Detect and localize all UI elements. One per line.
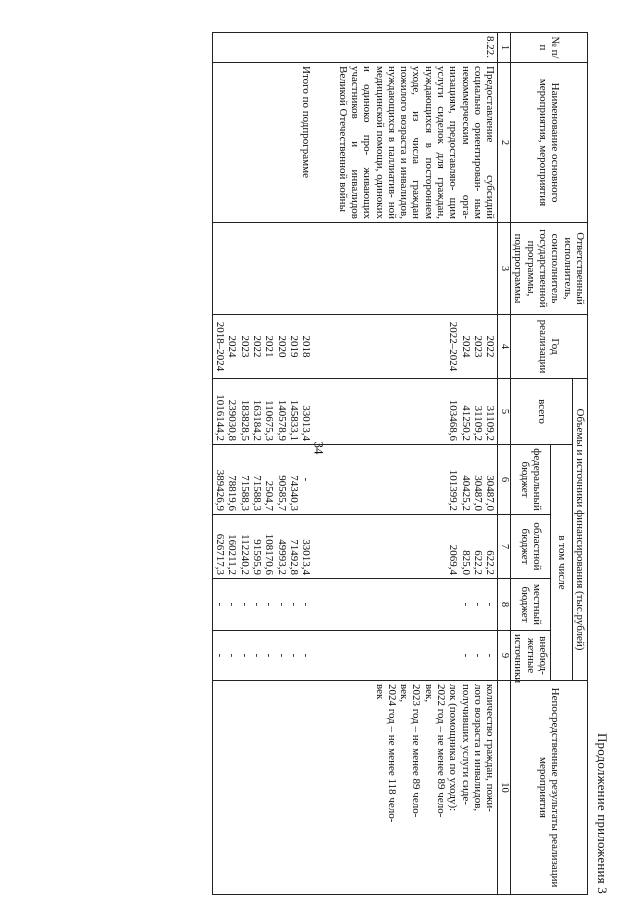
total-value: 183828,5	[238, 399, 251, 441]
subtotal-label-cell	[212, 63, 335, 223]
federal-value: 74340,3	[288, 475, 300, 511]
regional-value: 825,0	[459, 550, 472, 575]
extra-value: -	[238, 653, 251, 658]
federal-value: 71588,3	[238, 475, 251, 511]
regional-value: 2069,4	[447, 544, 460, 575]
subtotal-total	[212, 379, 335, 445]
total-value: 103468,6	[447, 399, 460, 441]
regional-value: 71492,8	[288, 539, 300, 575]
results-line: 2023 год – не менее 89 чело-	[410, 684, 423, 818]
federal-value: 30487,0	[472, 475, 485, 511]
local-value: -	[300, 602, 313, 607]
year-value: 2023	[472, 335, 485, 358]
total-value: 33013,4	[300, 405, 313, 441]
extra-value: -	[214, 653, 227, 658]
measure-local	[335, 579, 498, 631]
column-number: 5	[498, 379, 511, 445]
federal-value: -	[300, 477, 313, 482]
extra-value: -	[288, 653, 300, 658]
total-value: 163184,2	[251, 399, 264, 441]
federal-value: 40425,2	[459, 475, 472, 511]
column-number: 3	[498, 223, 511, 315]
year-value: 2023	[238, 335, 251, 358]
local-value: -	[472, 602, 485, 607]
rotated-table-sheet	[140, 32, 610, 902]
year-value: 2022–2024	[447, 321, 460, 372]
local-value: -	[484, 602, 497, 607]
header-regional: областной бюджет	[511, 515, 551, 579]
federal-value: 389426,9	[214, 469, 227, 511]
results-line: век,	[398, 684, 411, 703]
measure-federal	[335, 445, 498, 515]
results-line: лого возраста и инвалидов,	[472, 684, 485, 812]
federal-value: 90585,7	[275, 475, 288, 511]
year-value: 2024	[226, 335, 239, 358]
federal-value: 78819,6	[226, 475, 239, 511]
header-federal: федеральный бюджет	[511, 445, 551, 515]
header-year: Год реализации	[511, 315, 588, 379]
header-extrabudgetary: внебюд- жетные источники	[511, 631, 551, 681]
year-value: 2018–2024	[214, 321, 227, 372]
total-value: 110675,3	[263, 400, 276, 441]
local-value: -	[459, 602, 472, 607]
total-value: 41250,2	[459, 405, 472, 441]
subtotal-extrabudgetary	[212, 631, 335, 681]
regional-value: 91595,9	[251, 539, 264, 575]
continuation-heading: Продолжение приложения 3	[595, 732, 610, 894]
results-line: лок (помощника по уходу):	[447, 684, 460, 812]
federal-value: 71588,3	[251, 475, 264, 511]
header-name: Наименование основного мероприятия, мероприятия	[511, 63, 588, 223]
measure-name: Предоставление субсидий социально ориентирован- ным некоммерческим орга- низациям, предоставляю- щим услуги сиделок для граждан, нуждающихся в постороннем уходе, из числа граждан пожилого возраста и инвалидов, нуждающихся в паллиатив- ной медицинской помощи, одиноких и одиноко про- живающих участников и инвалидов Великой Отечественной войны	[335, 63, 498, 223]
measure-years	[335, 315, 498, 379]
federal-value: 101399,2	[447, 469, 460, 511]
extra-value: -	[275, 653, 288, 658]
subtotal-results	[212, 681, 335, 895]
year-value: 2020	[275, 335, 288, 358]
results-line: 2022 год – не менее 89 чело-	[435, 684, 448, 818]
total-value: 239030,8	[226, 399, 239, 441]
total-value: 140578,9	[275, 399, 288, 441]
local-value: -	[263, 602, 276, 607]
total-value: 31109,2	[484, 405, 497, 441]
column-number: 8	[498, 579, 511, 631]
subtotal-local	[212, 579, 335, 631]
extra-value: -	[226, 653, 239, 658]
measure-extrabudgetary	[335, 631, 498, 681]
subtotal-row	[212, 33, 335, 895]
subtotal-federal	[212, 445, 335, 515]
header-including: в том числе	[551, 445, 573, 681]
federal-value: 2504,7	[263, 480, 276, 511]
header-total: всего	[511, 379, 573, 445]
results-line: 2024 год – не менее 118 чело-	[385, 684, 398, 823]
header-local: местный бюджет	[511, 579, 551, 631]
measure-regional	[335, 515, 498, 579]
extra-value: -	[472, 653, 485, 658]
header-results: Непосредственные результаты реализации мероприятия	[511, 681, 588, 895]
extra-value: -	[263, 653, 276, 658]
regional-value: 49993,2	[275, 539, 288, 575]
regional-value: 160211,2	[226, 534, 239, 575]
local-value: -	[275, 602, 288, 607]
column-number: 9	[498, 631, 511, 681]
total-value: 145833,1	[288, 399, 300, 441]
results-line: количество граждан, пожи-	[484, 684, 497, 812]
regional-value: 112240,2	[238, 534, 251, 575]
federal-value: 30487,0	[484, 475, 497, 511]
year-value: 2022	[484, 335, 497, 358]
column-number-row	[498, 33, 511, 895]
column-number: 4	[498, 315, 511, 379]
subtotal-regional	[212, 515, 335, 579]
subtotal-years	[212, 315, 335, 379]
measure-responsible	[335, 223, 498, 315]
measure-row	[335, 33, 498, 895]
column-number: 10	[498, 681, 511, 895]
year-value: 2024	[459, 335, 472, 358]
local-value: -	[288, 602, 300, 607]
year-value: 2019	[288, 335, 300, 358]
regional-value: 626717,3	[214, 533, 227, 575]
results-line: век,	[422, 684, 435, 703]
results-line: получивших услуги сиде-	[459, 684, 472, 805]
regional-value: 622,2	[484, 550, 497, 575]
results-line: век	[373, 684, 386, 700]
column-number: 6	[498, 445, 511, 515]
total-value: 1016144,2	[214, 394, 227, 441]
financing-table	[212, 32, 588, 895]
extra-value: -	[251, 653, 264, 658]
total-value: 31109,2	[472, 405, 485, 441]
measure-total	[335, 379, 498, 445]
year-value: 2021	[263, 335, 276, 358]
regional-value: 33013,4	[300, 539, 313, 575]
regional-value: 622,2	[472, 550, 485, 575]
column-number: 7	[498, 515, 511, 579]
column-number: 2	[498, 63, 511, 223]
local-value: -	[251, 602, 264, 607]
header-number: № п/п	[511, 33, 588, 63]
header-funding: Объемы и источники финансирования (тыс.рублей)	[572, 379, 587, 681]
extra-value: -	[300, 653, 313, 658]
year-value: 2018	[300, 335, 313, 358]
extra-value: -	[484, 653, 497, 658]
column-number: 1	[498, 33, 511, 63]
header-responsible: Ответственный исполнитель, соисполнитель государственной программы, подпрограммы	[511, 223, 588, 315]
local-value: -	[226, 602, 239, 607]
extra-value: -	[459, 653, 472, 658]
page-number: 34	[311, 441, 327, 455]
year-value: 2022	[251, 335, 264, 358]
local-value: -	[238, 602, 251, 607]
subtotal-label: Итого по подпрограмме	[300, 66, 313, 178]
regional-value: 108170,6	[263, 533, 276, 575]
measure-results	[335, 681, 498, 895]
measure-number: 8.22.	[335, 33, 498, 63]
local-value: -	[214, 602, 227, 607]
